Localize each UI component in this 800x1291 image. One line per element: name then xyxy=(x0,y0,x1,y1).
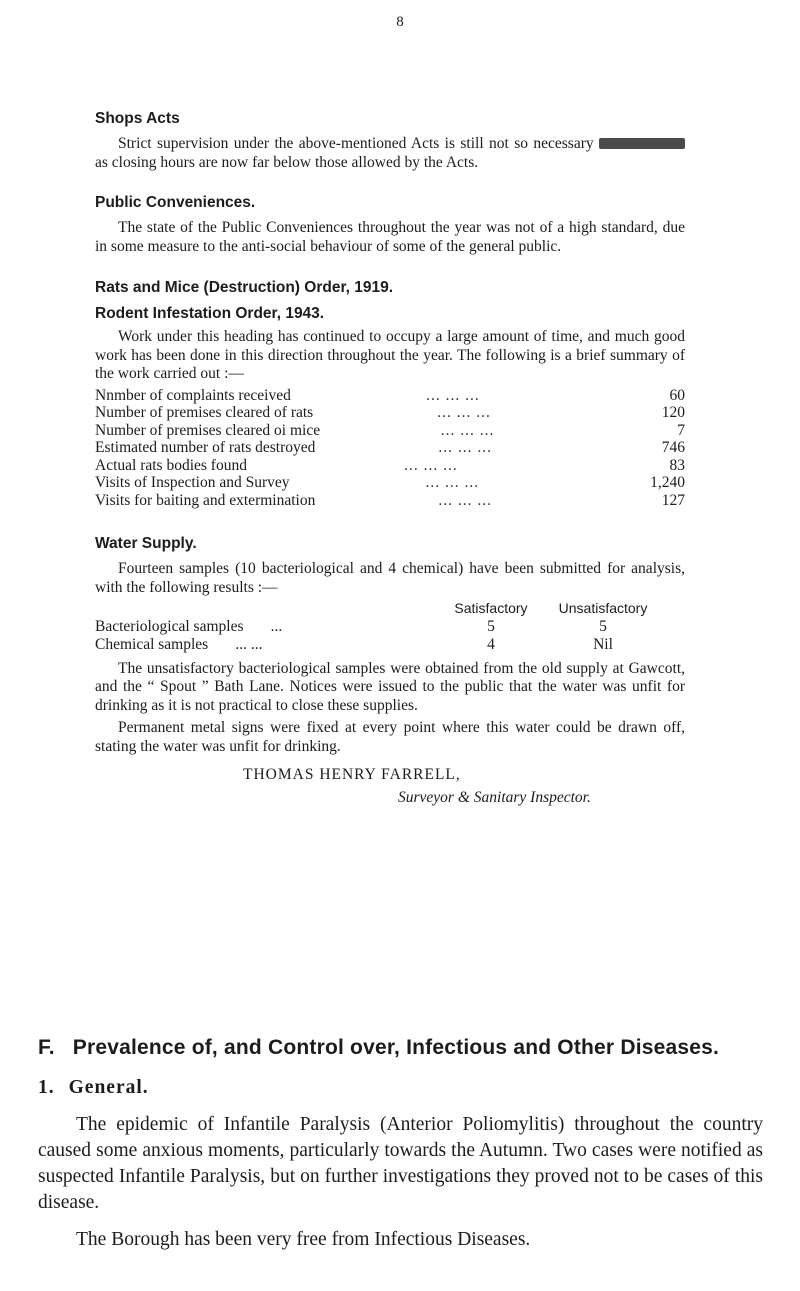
shops-acts-section xyxy=(95,110,685,172)
stat-value: 127 xyxy=(661,491,685,509)
leader-dots: ... ... ... xyxy=(404,456,458,474)
water-supply-heading: Water Supply. xyxy=(95,535,197,552)
redacted-text-block xyxy=(599,138,685,149)
shops-acts-paragraph xyxy=(95,135,685,172)
shops-text-start: Strict supervision under the above-mentioned Acts is still not so necessary xyxy=(118,135,594,152)
rodent-stats-list xyxy=(95,387,685,510)
water-signs-paragraph: Permanent metal signs were fixed at every point where this water could be drawn off, stating the water was unfit for drinking. xyxy=(95,719,685,755)
unsatisfactory-column-header: Unsatisfactory xyxy=(558,600,648,616)
leader-dots: ... ... ... xyxy=(438,439,492,456)
leader-dots: ... ... ... xyxy=(438,491,492,509)
stat-value: 7 xyxy=(677,421,685,439)
leader-dots: ... ... ... xyxy=(425,474,480,491)
signatory-title: Surveyor & Sanitary Inspector. xyxy=(398,789,591,806)
leader-dots: ... ... ... xyxy=(426,386,480,404)
leader-dots: ... ... xyxy=(235,636,263,653)
stat-row xyxy=(95,474,685,492)
sample-type-label: Chemical samples xyxy=(95,636,209,653)
signatory-name: THOMAS HENRY FARRELL, xyxy=(243,766,461,783)
section-f-title: Prevalence of, and Control over, Infectious and Other Diseases. xyxy=(72,1036,720,1059)
rats-mice-section xyxy=(95,279,685,509)
public-conveniences-paragraph: The state of the Public Conveniences throughout the year was not of a high standard, due in some measure to the anti-social behaviour of some of the general public. xyxy=(95,219,685,255)
borough-free-paragraph: The Borough has been very free from Infectious Diseases. xyxy=(76,1229,531,1250)
leader-dots: ... xyxy=(270,617,283,635)
table-header-row xyxy=(95,599,685,618)
rats-intro-paragraph: Work under this heading has continued to occupy a large amount of time, and much good work has been done in this direction throughout the year. The following is a brief summary of the work carried out :— xyxy=(95,328,685,382)
shops-acts-heading: Shops Acts xyxy=(95,110,180,127)
shops-text-end: as closing hours are now far below those allowed by the Acts. xyxy=(95,153,479,171)
leader-dots: ... ... ... xyxy=(440,421,495,439)
subsection-number: 1. xyxy=(38,1077,55,1098)
section-f-heading xyxy=(38,1036,763,1060)
general-subheading xyxy=(38,1077,763,1099)
stat-value: 120 xyxy=(661,404,685,421)
stat-row xyxy=(95,387,685,405)
water-intro-paragraph: Fourteen samples (10 bacteriological and 4 chemical) have been submitted for analysis, with the following results :— xyxy=(95,560,685,596)
stat-row xyxy=(95,422,685,440)
signature-block xyxy=(95,765,685,808)
unsatisfactory-count: 5 xyxy=(599,617,607,635)
stat-row xyxy=(95,457,685,475)
satisfactory-count: 5 xyxy=(487,617,495,635)
satisfactory-column-header: Satisfactory xyxy=(454,600,528,616)
stat-label: Visits for baiting and extermination xyxy=(95,491,316,509)
stat-label: Number of premises cleared oi mice xyxy=(95,421,321,439)
epidemic-paragraph: The epidemic of Infantile Paralysis (Anterior Poliomylitis) throughout the country caused some anxious moments, particularly towards the Autumn. Two cases were notified as suspected Infantile Paralysis, but on further investigations they proved not to be cases of this disease. xyxy=(38,1114,763,1213)
stat-value: 83 xyxy=(669,456,685,474)
stat-value: 746 xyxy=(661,439,685,456)
stat-row xyxy=(95,492,685,510)
table-row xyxy=(95,618,685,637)
subsection-title: General. xyxy=(68,1077,149,1098)
section-letter: F. xyxy=(38,1036,55,1059)
stat-value: 1,240 xyxy=(650,474,685,491)
satisfactory-count: 4 xyxy=(487,636,495,653)
water-results-table xyxy=(95,599,685,655)
report-body xyxy=(95,110,685,808)
sample-type-label: Bacteriological samples xyxy=(95,617,244,635)
stat-row xyxy=(95,404,685,422)
stat-label: Number of premises cleared of rats xyxy=(95,404,314,421)
public-conveniences-heading: Public Conveniences. xyxy=(95,194,256,211)
unsatisfactory-count: Nil xyxy=(593,636,613,653)
stat-label: Estimated number of rats destroyed xyxy=(95,439,316,456)
page-number: 8 xyxy=(396,14,404,30)
rodent-infestation-heading: Rodent Infestation Order, 1943. xyxy=(95,305,325,322)
stat-label: Actual rats bodies found xyxy=(95,456,247,474)
section-f xyxy=(38,1036,763,1253)
water-supply-section xyxy=(95,535,685,756)
table-row xyxy=(95,636,685,655)
water-unsatisfactory-paragraph: The unsatisfactory bacteriological samples were obtained from the old supply at Gawcott, and the “ Spout ” Bath Lane. Notices were issued to the public that the water was unfit for drinking as it is not practical to close these supplies. xyxy=(95,659,685,714)
leader-dots: ... ... ... xyxy=(437,404,491,421)
stat-value: 60 xyxy=(669,386,685,404)
stat-label: Visits of Inspection and Survey xyxy=(95,474,290,491)
public-conveniences-section xyxy=(95,194,685,256)
stat-label: Nnmber of complaints received xyxy=(95,386,291,404)
rats-mice-order-heading: Rats and Mice (Destruction) Order, 1919. xyxy=(95,279,394,296)
stat-row xyxy=(95,439,685,457)
